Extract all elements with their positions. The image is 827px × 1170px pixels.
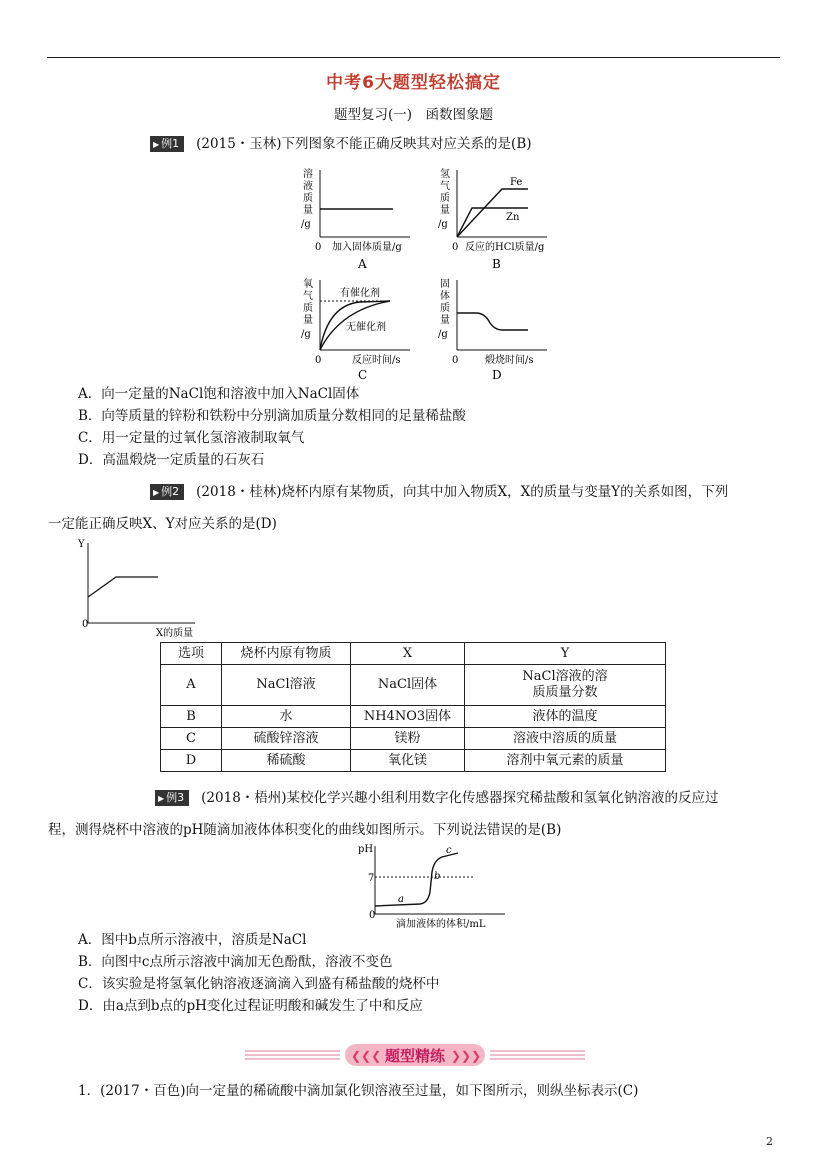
- graph-d: [438, 278, 547, 382]
- page-number: 2: [766, 1135, 773, 1148]
- ex3-graph-point-b: b: [434, 871, 441, 882]
- graph-c-ylabel: /g: [301, 329, 311, 340]
- ex2-graph: [70, 535, 210, 640]
- table-header-row: [161, 643, 666, 665]
- graph-c-ylabel: 量: [303, 315, 313, 326]
- graph-a-ylabel: 质: [303, 193, 313, 204]
- table-cell: NaCl溶液的溶 质质量分数: [465, 665, 666, 706]
- graph-c-ylabel: 氧: [303, 279, 313, 290]
- graph-c-catalyst-label: 有催化剂: [340, 288, 380, 299]
- ex2-question-line1: [150, 481, 728, 503]
- table-cell: D: [161, 750, 222, 772]
- graph-b-fe-label: Fe: [510, 177, 523, 188]
- ex1-option-b: B．向等质量的锌粉和铁粉中分别滴加质量分数相同的足量稀盐酸: [78, 408, 466, 424]
- ex3-graph-curve: [375, 853, 458, 906]
- ex2-graph-origin: 0: [82, 619, 89, 630]
- ex3-graph-point-c: c: [446, 845, 452, 856]
- graph-a-origin: 0: [315, 242, 322, 253]
- graph-c: [301, 277, 410, 382]
- graph-d-ylabel: 量: [440, 315, 450, 326]
- graph-a-ylabel: 溶: [303, 169, 313, 180]
- ex1-option-a: A．向一定量的NaCl饱和溶液中加入NaCl固体: [78, 386, 360, 402]
- ex3-graph: [350, 842, 510, 930]
- ex1-question-text: (2015・玉林)下列图象不能正确反映其对应关系的是(B): [196, 136, 532, 152]
- table-cell: B: [161, 706, 222, 728]
- ex2-graph-line: [88, 577, 158, 597]
- graph-d-xlabel: 煅烧时间/s: [485, 355, 534, 366]
- table-header: 选项: [161, 643, 222, 665]
- graph-b-ylabel: 质: [440, 193, 450, 204]
- graph-c-xlabel: 反应时间/s: [352, 355, 401, 366]
- table-header: 烧杯内原有物质: [222, 643, 351, 665]
- graph-c-origin: 0: [315, 355, 322, 366]
- table-cell: 溶剂中氧元素的质量: [465, 750, 666, 772]
- graph-d-line: [457, 313, 528, 330]
- table-cell: C: [161, 728, 222, 750]
- table-cell: 水: [222, 706, 351, 728]
- graph-a: [301, 167, 410, 271]
- graph-d-ylabel: 体: [440, 291, 450, 302]
- ex1-graphs: [280, 165, 570, 385]
- table-cell: NaCl溶液: [222, 665, 351, 706]
- table-cell: 硫酸锌溶液: [222, 728, 351, 750]
- graph-d-ylabel: /g: [438, 329, 448, 340]
- section-banner: [245, 1042, 585, 1068]
- ex1-question: [150, 133, 532, 155]
- table-header: X: [351, 643, 465, 665]
- table-cell: 溶液中溶质的质量: [465, 728, 666, 750]
- graph-a-xlabel: 加入固体质量/g: [332, 242, 402, 253]
- graph-a-caption: A: [358, 257, 367, 271]
- ex3-option-c: C．该实验是将氢氧化钠溶液逐滴滴入到盛有稀盐酸的烧杯中: [78, 976, 440, 992]
- table-header: Y: [465, 643, 666, 665]
- ex3-graph-ylabel: pH: [358, 844, 374, 855]
- table-cell: NaCl固体: [351, 665, 465, 706]
- graph-a-ylabel: /g: [301, 219, 311, 230]
- ex3-graph-origin: 0: [369, 910, 376, 921]
- table-cell: 镁粉: [351, 728, 465, 750]
- graph-c-ylabel: 质: [303, 303, 313, 314]
- ex1-option-d: D．高温煅烧一定质量的石灰石: [78, 452, 265, 468]
- graph-b-ylabel: 量: [440, 205, 450, 216]
- ex2-question-text: (2018・桂林)烧杯内原有某物质，向其中加入物质X，X的质量与变量Y的关系如图，下列: [196, 484, 729, 500]
- graph-b-ylabel: 气: [440, 181, 450, 192]
- page-title: 中考6大题型轻松搞定: [326, 73, 501, 93]
- graph-b-origin: 0: [452, 242, 459, 253]
- graph-c-caption: C: [358, 368, 368, 382]
- graph-b-zn-label: Zn: [506, 212, 520, 223]
- table-row: [161, 706, 666, 728]
- ex3-tag: ▶ 例3: [155, 790, 189, 806]
- graph-c-ylabel: 气: [303, 291, 313, 302]
- graph-b-ylabel: 氢: [440, 169, 450, 180]
- graph-a-ylabel: 液: [303, 181, 313, 192]
- graph-d-ylabel: 固: [440, 279, 450, 290]
- graph-a-ylabel: 量: [303, 205, 313, 216]
- graph-b: [438, 167, 547, 271]
- ex2-graph-ylabel: Y: [78, 539, 85, 550]
- ex2-question-line2: 一定能正确反映X、Y对应关系的是(D): [48, 516, 277, 532]
- ex3-option-a: A．图中b点所示溶液中，溶质是NaCl: [78, 932, 307, 948]
- chevron-right-icon: ❯❯❯: [451, 1049, 482, 1063]
- ex2-graph-xlabel: X的质量: [156, 628, 194, 639]
- graph-b-xlabel: 反应的HCl质量/g: [465, 242, 545, 253]
- section-title: 题型精练: [384, 1047, 446, 1065]
- chevron-left-icon: ❮❮❮: [351, 1049, 382, 1063]
- graph-c-nocatalyst-label: 无催化剂: [346, 322, 386, 333]
- ex2-tag: ▶ 例2: [150, 484, 184, 500]
- ex3-graph-y7: 7: [368, 873, 375, 884]
- ex3-option-d: D．由a点到b点的pH变化过程证明酸和碱发生了中和反应: [78, 998, 423, 1014]
- ex3-question-line1: [155, 787, 719, 809]
- table-cell: 氧化镁: [351, 750, 465, 772]
- ex3-graph-xlabel: 滴加液体的体积/mL: [396, 919, 486, 930]
- graph-b-ylabel: /g: [438, 219, 448, 230]
- question-1: 1．(2017・百色)向一定量的稀硫酸中滴加氯化钡溶液至过量，如下图所示，则纵坐标表示(C): [78, 1083, 639, 1099]
- ex3-option-b: B．向图中c点所示溶液中滴加无色酚酞，溶液不变色: [78, 954, 393, 970]
- ex1-tag: ▶ 例1: [150, 136, 184, 152]
- ex3-graph-point-a: a: [398, 894, 404, 905]
- graph-d-ylabel: 质: [440, 303, 450, 314]
- top-rule: [47, 57, 780, 58]
- ex3-question-text: (2018・梧州)某校化学兴趣小组利用数字化传感器探究稀盐酸和氢氧化钠溶液的反应过: [201, 790, 719, 806]
- table-cell: NH4NO3固体: [351, 706, 465, 728]
- table-cell: 液体的温度: [465, 706, 666, 728]
- table-row: [161, 665, 666, 706]
- ex2-table: [160, 642, 666, 772]
- table-cell: 稀硫酸: [222, 750, 351, 772]
- table-row: [161, 750, 666, 772]
- table-cell: A: [161, 665, 222, 706]
- table-row: [161, 728, 666, 750]
- ex1-option-c: C．用一定量的过氧化氢溶液制取氧气: [78, 430, 305, 446]
- graph-b-caption: B: [492, 257, 501, 271]
- graph-d-caption: D: [492, 368, 502, 382]
- page-subtitle: 题型复习(一) 函数图象题: [333, 107, 494, 123]
- graph-d-origin: 0: [452, 355, 459, 366]
- ex3-question-line2: 程，测得烧杯中溶液的pH随滴加液体体积变化的曲线如图所示。下列说法错误的是(B): [48, 822, 562, 838]
